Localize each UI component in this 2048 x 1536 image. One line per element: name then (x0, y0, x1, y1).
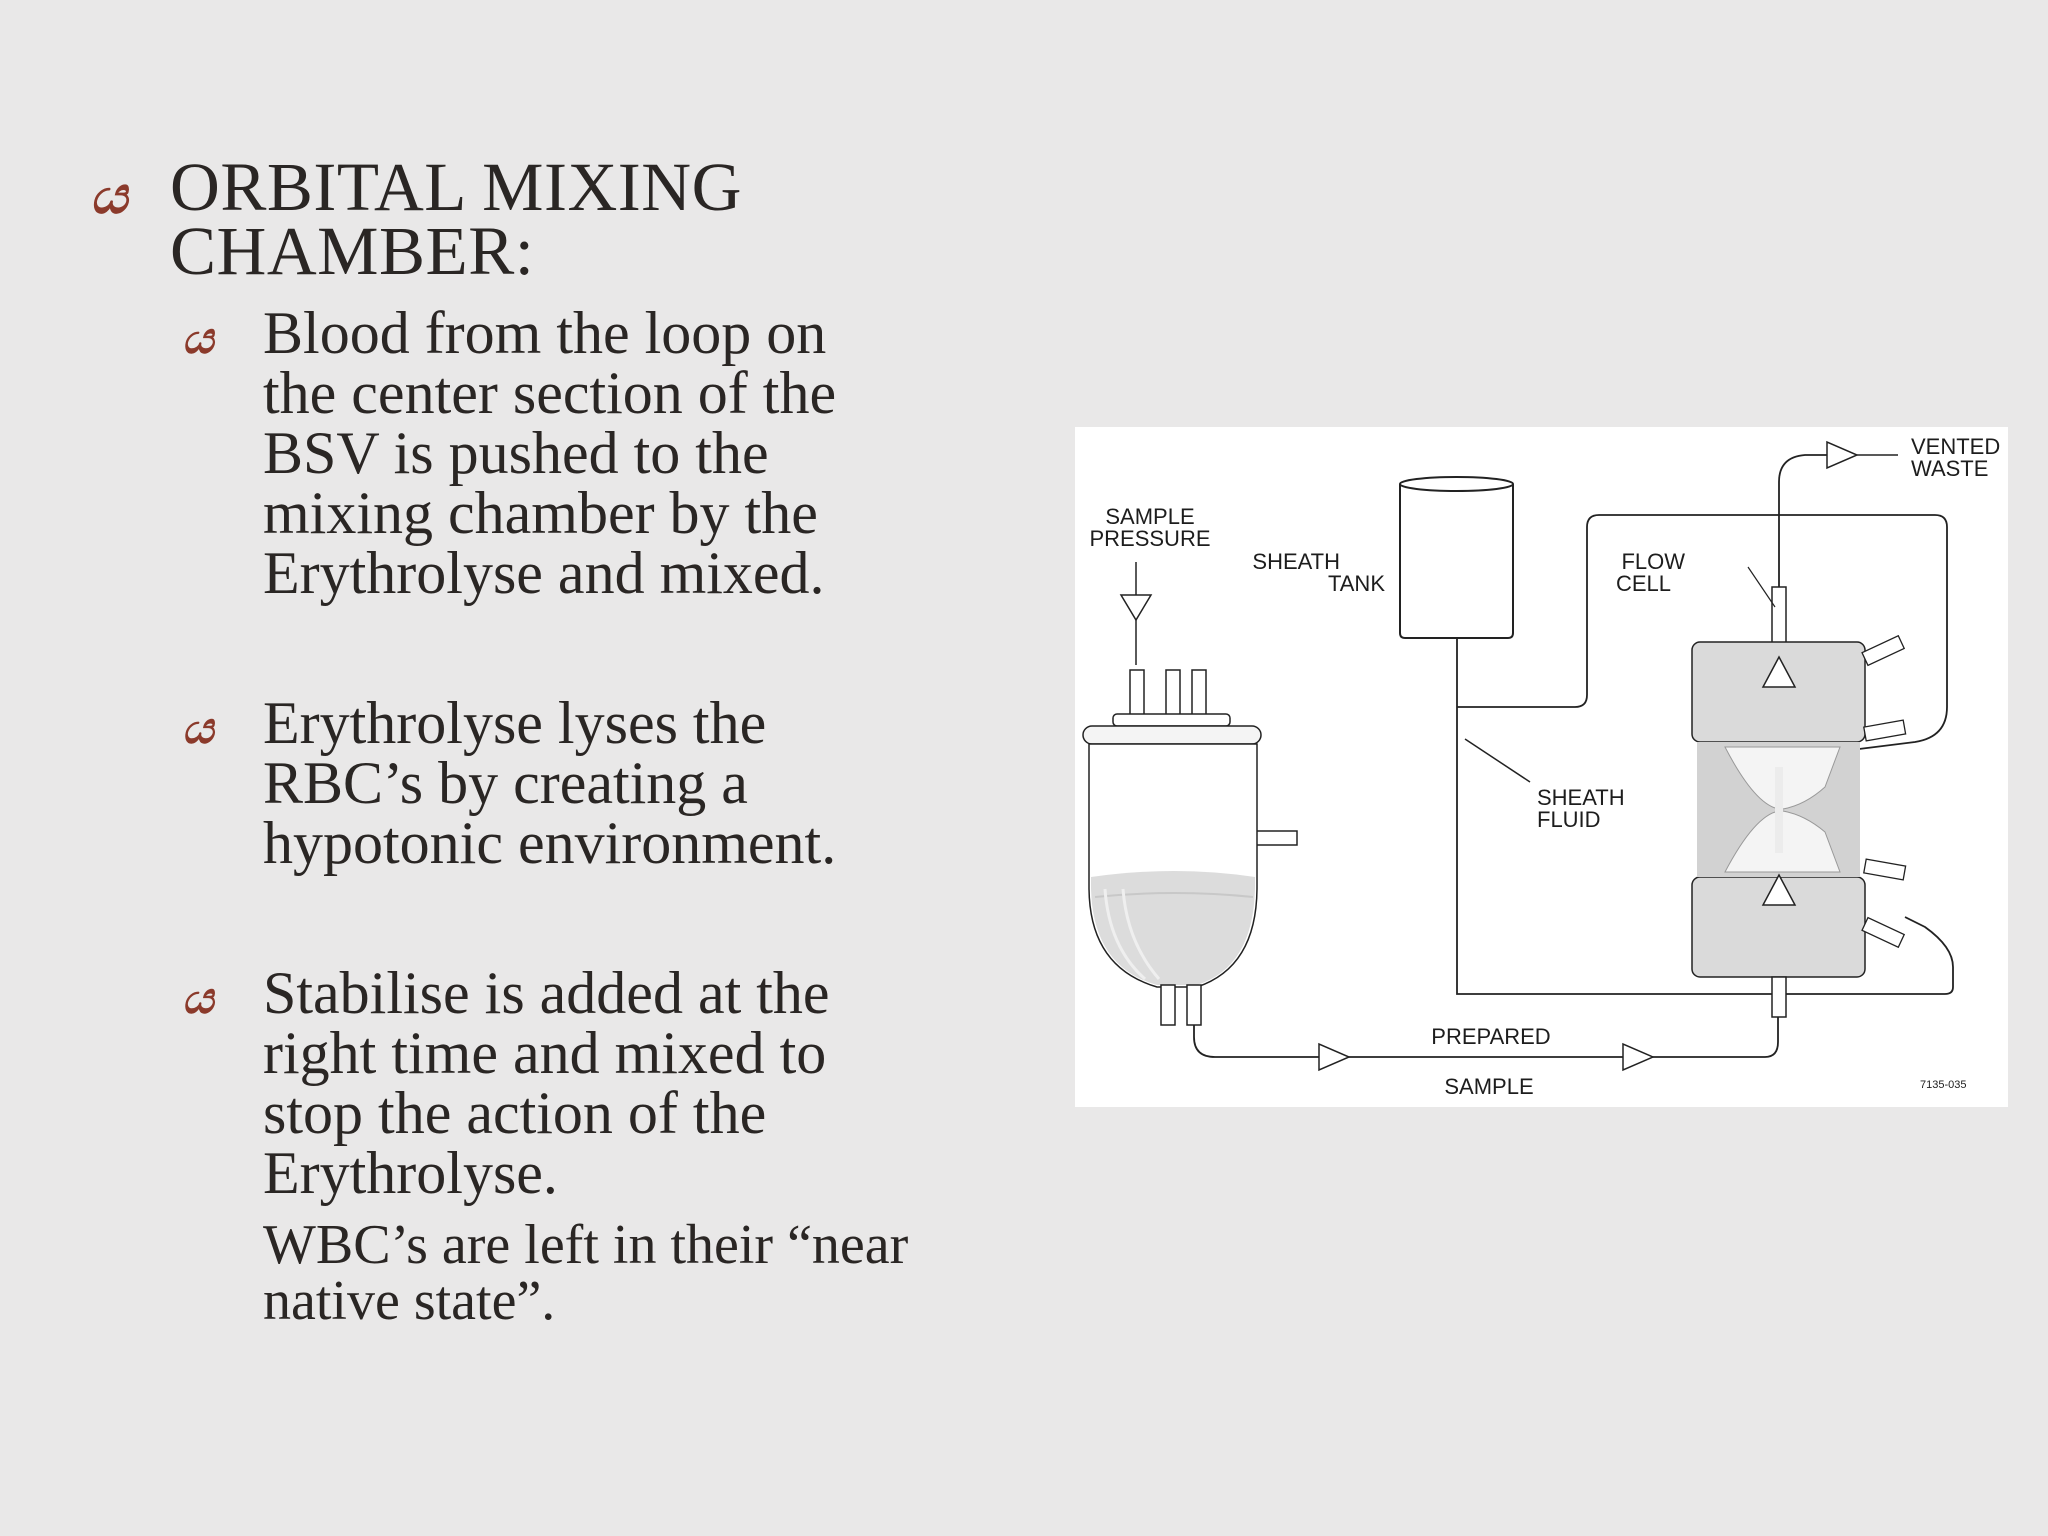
figure-code: 7135-035 (1920, 1079, 1967, 1091)
slide-heading (170, 149, 890, 289)
label-flow-cell-1: FLOW (1621, 549, 1685, 574)
bullet-1-line: Blood from the loop on (263, 300, 827, 366)
bullet-1-icon: ය (182, 313, 214, 364)
note-line-1: WBC’s are left in their “near (263, 1214, 909, 1276)
label-sample: SAMPLE (1444, 1074, 1534, 1099)
flow-diagram (1075, 427, 2008, 1107)
bullet-3-icon: ය (182, 973, 214, 1024)
label-flow-cell-2: CELL (1615, 571, 1671, 596)
flow-cell (1692, 442, 1906, 1017)
note-line-2: native state”. (263, 1270, 556, 1332)
label-sheath-fluid-1: SHEATH (1537, 785, 1625, 810)
bullet-3-line: stop the action of the (263, 1080, 767, 1146)
label-sheath-tank-1: SHEATH (1252, 549, 1340, 574)
bullet-2-line: Erythrolyse lyses the (263, 690, 767, 756)
sheath-tank (1400, 477, 1513, 638)
heading-bullet-icon: ය (90, 165, 128, 226)
bullet-item-2 (263, 690, 1023, 876)
label-sheath-tank-2: TANK (1327, 571, 1385, 596)
label-vented-waste-2: WASTE (1911, 456, 1989, 481)
bullet-item-3 (263, 960, 1023, 1206)
label-sample-pressure-1: SAMPLE (1105, 504, 1195, 529)
bullet-item-1 (263, 300, 1023, 606)
label-vented-waste-1: VENTED (1911, 434, 2001, 459)
bullet-3-line: Stabilise is added at the (263, 960, 830, 1026)
bullet-2-line: RBC’s by creating a (263, 750, 748, 816)
mixing-chamber (1083, 670, 1297, 1025)
bullet-3-line: right time and mixed to (263, 1020, 827, 1086)
note-text (263, 1214, 1023, 1332)
label-sheath-fluid-2: FLUID (1537, 807, 1601, 832)
bullet-1-line: the center section of the (263, 360, 837, 426)
bullet-1-line: Erythrolyse and mixed. (263, 540, 825, 606)
heading-line-1: ORBITAL MIXING (170, 149, 742, 225)
bullet-3-line: Erythrolyse. (263, 1140, 558, 1206)
bullet-2-line: hypotonic environment. (263, 810, 837, 876)
label-prepared: PREPARED (1431, 1024, 1551, 1049)
bullet-1-line: BSV is pushed to the (263, 420, 769, 486)
bullet-1-line: mixing chamber by the (263, 480, 818, 546)
label-sample-pressure-2: PRESSURE (1089, 526, 1211, 551)
sample-pressure-arrow (1121, 562, 1151, 665)
heading-line-2: CHAMBER: (170, 213, 535, 289)
flow-diagram-svg (1075, 427, 2008, 1107)
bullet-2-icon: ය (182, 703, 214, 754)
